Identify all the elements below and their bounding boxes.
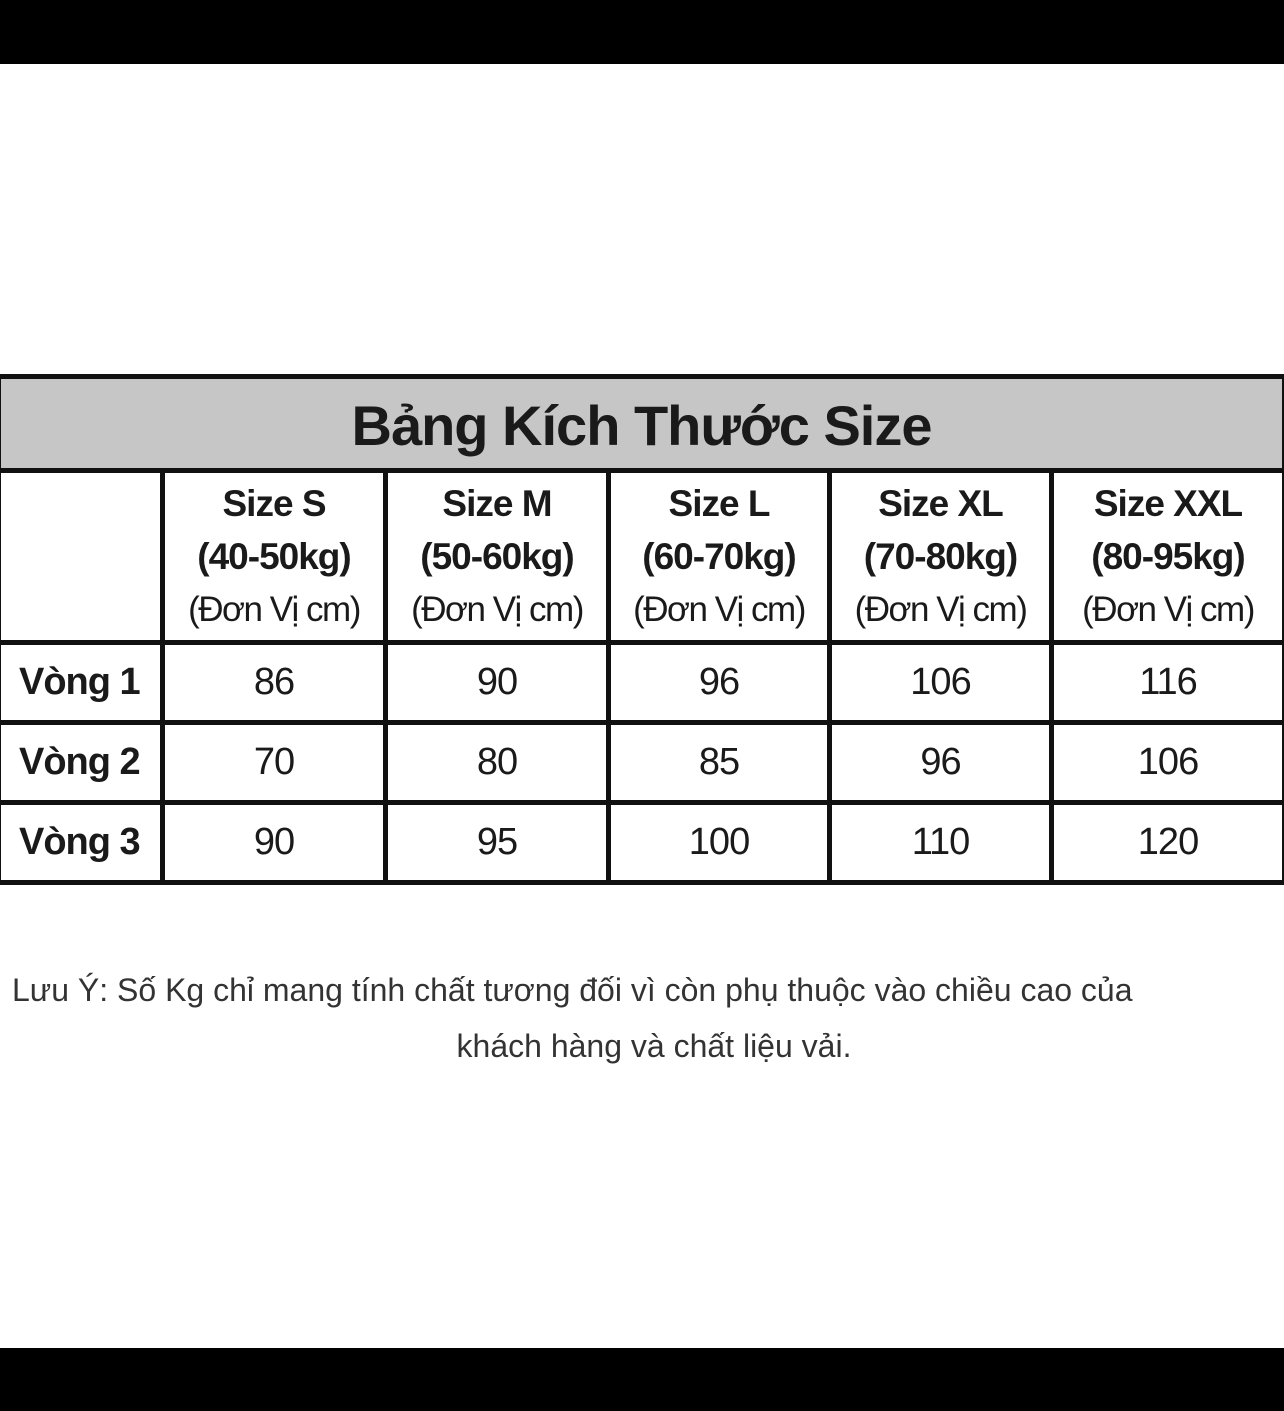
note-line-2: khách hàng và chất liệu vải. bbox=[456, 1028, 852, 1064]
table-cell: 86 bbox=[163, 643, 386, 723]
size-unit: (Đơn Vị cm) bbox=[854, 590, 1027, 629]
table-cell: 96 bbox=[609, 643, 830, 723]
bottom-black-bar bbox=[0, 1348, 1284, 1411]
header-size-l bbox=[609, 471, 830, 643]
table-cell: 110 bbox=[830, 803, 1052, 883]
size-weight: (80-95kg) bbox=[1091, 536, 1245, 577]
size-name: Size XXL bbox=[1093, 483, 1243, 524]
table-cell: 106 bbox=[1052, 723, 1284, 803]
row-label: Vòng 2 bbox=[0, 723, 163, 803]
table-cell: 80 bbox=[386, 723, 609, 803]
size-unit: (Đơn Vị cm) bbox=[188, 590, 360, 629]
table-cell: 85 bbox=[609, 723, 830, 803]
size-name: Size M bbox=[442, 483, 552, 524]
size-chart-table bbox=[0, 374, 1284, 885]
header-size-xxl bbox=[1052, 471, 1284, 643]
row-label: Vòng 1 bbox=[0, 643, 163, 723]
header-size-xl bbox=[830, 471, 1052, 643]
header-size-m bbox=[386, 471, 609, 643]
note-line-1: Lưu Ý: Số Kg chỉ mang tính chất tương đối vì còn phụ thuộc vào chiều cao của bbox=[12, 972, 1133, 1008]
table-row bbox=[0, 803, 1284, 883]
size-name: Size XL bbox=[878, 483, 1003, 524]
table-cell: 95 bbox=[386, 803, 609, 883]
table-cell: 90 bbox=[386, 643, 609, 723]
size-weight: (60-70kg) bbox=[642, 536, 796, 577]
header-size-s bbox=[163, 471, 386, 643]
size-unit: (Đơn Vị cm) bbox=[411, 590, 583, 629]
row-label: Vòng 3 bbox=[0, 803, 163, 883]
table-row bbox=[0, 723, 1284, 803]
table-row bbox=[0, 643, 1284, 723]
table-cell: 70 bbox=[163, 723, 386, 803]
table-cell: 116 bbox=[1052, 643, 1284, 723]
table-cell: 90 bbox=[163, 803, 386, 883]
table-cell: 100 bbox=[609, 803, 830, 883]
size-weight: (40-50kg) bbox=[197, 536, 351, 577]
top-black-bar bbox=[0, 0, 1284, 64]
table-cell: 120 bbox=[1052, 803, 1284, 883]
size-weight: (70-80kg) bbox=[863, 536, 1018, 577]
table-header-row bbox=[0, 471, 1284, 643]
table-title-row bbox=[0, 377, 1284, 471]
table-cell: 106 bbox=[830, 643, 1052, 723]
table-cell: 96 bbox=[830, 723, 1052, 803]
table-title: Bảng Kích Thước Size bbox=[0, 377, 1284, 471]
size-unit: (Đơn Vị cm) bbox=[633, 590, 805, 629]
size-name: Size S bbox=[222, 483, 326, 524]
size-weight: (50-60kg) bbox=[420, 536, 574, 577]
header-corner-cell bbox=[0, 471, 163, 643]
size-name: Size L bbox=[668, 483, 770, 524]
size-unit: (Đơn Vị cm) bbox=[1082, 590, 1254, 629]
